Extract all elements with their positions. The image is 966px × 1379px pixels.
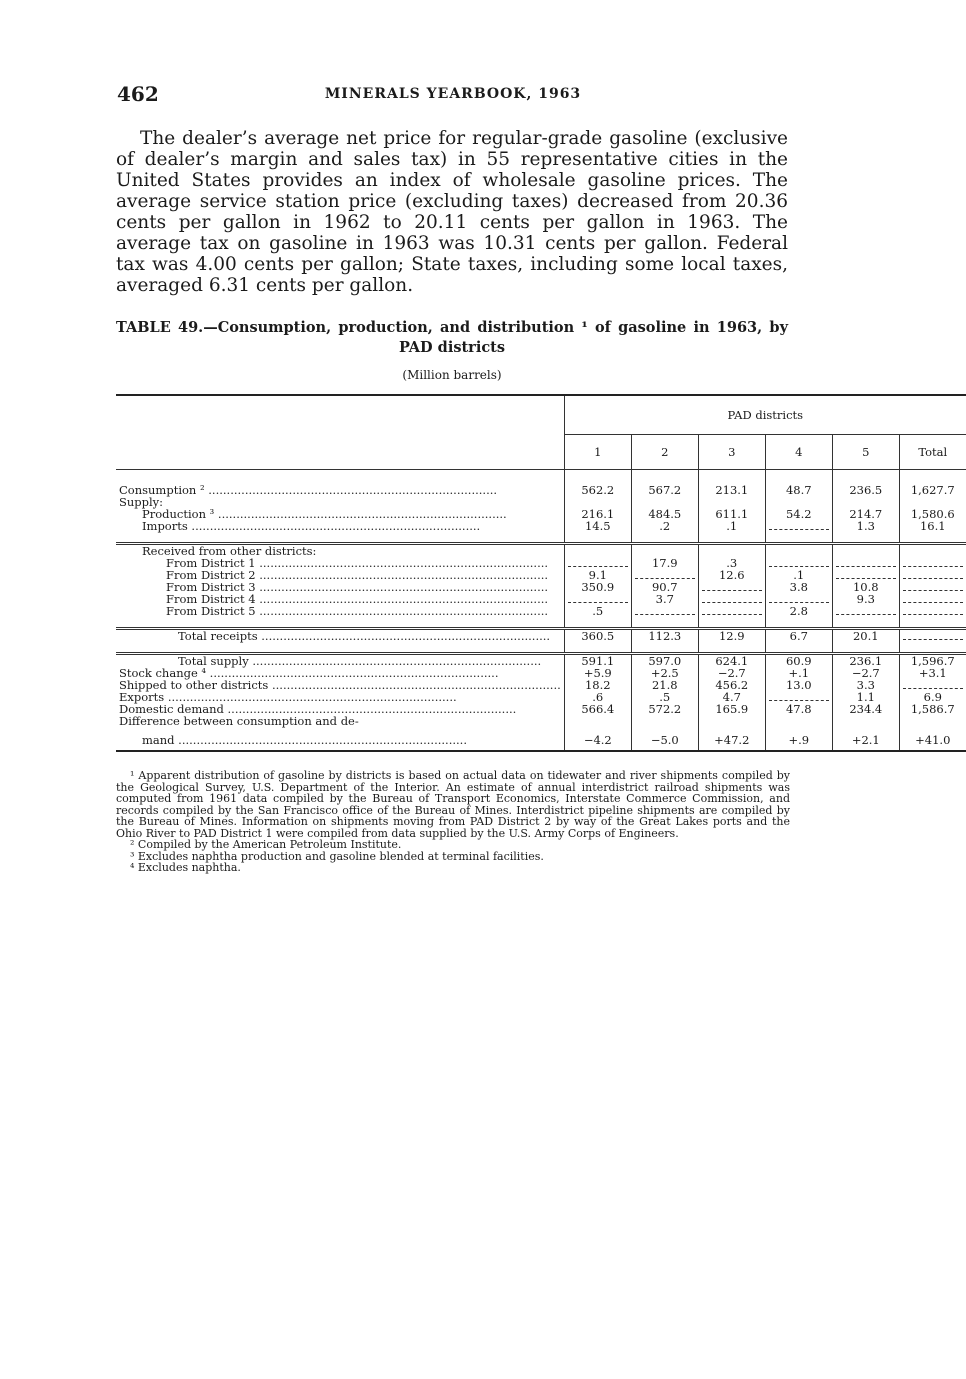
spacer-row [116,642,966,654]
row-label-text: From District 2 [166,567,256,582]
table-cell: 9.3 [832,593,899,605]
stub-header [116,395,564,470]
table-row [116,543,966,557]
body-paragraph: The dealer’s average net price for regular-grade gasoline (exclusive of dealer’s margin and sales tax) in 55 representative cities in the United States provides an index of wholesale gasoline prices. The average service station price (excluding taxes) decreased from 20.36 cents per gallon in 1962 to 20.11 cents per gallon in 1963. The average tax on gasoline in 1963 was 10.31 cents per gallon. Federal tax was 4.00 cents per gallon; State taxes, including some local taxes, averaged 6.31 cents per gallon. [116,128,788,296]
table-cell: −2.7 [832,667,899,679]
table-title-line1: TABLE 49.—Consumption, production, and distribution ¹ of gasoline in 1963, by [116,319,788,336]
col-header: Total [899,435,966,470]
table-cell [832,496,899,508]
empty-cell-dash [769,521,829,530]
table-cell [899,543,966,557]
table-cell: −2.7 [698,667,765,679]
empty-cell-dash [635,570,695,579]
col-header: 5 [832,435,899,470]
col-header: 2 [631,435,698,470]
row-label-text: Total supply [178,653,249,668]
table-cell [832,605,899,617]
leader-dots [256,604,548,618]
table-cell [698,496,765,508]
table-cell: 591.1 [564,653,631,667]
table-cell: 3.3 [832,679,899,691]
empty-cell-dash [903,582,963,591]
table-row [116,520,966,532]
table-cell: 6.7 [765,628,832,642]
table-cell: .2 [631,520,698,532]
table-cell [832,557,899,569]
table-cell [631,569,698,581]
row-label-text: Difference between consumption and de- [119,713,359,728]
table-cell: 216.1 [564,508,631,520]
table-cell: +5.9 [564,667,631,679]
table-cell: 350.9 [564,581,631,593]
table-cell [765,496,832,508]
table-cell: 3.8 [765,581,832,593]
table-cell: 17.9 [631,557,698,569]
row-label [116,628,564,642]
table-cell: .1 [765,569,832,581]
empty-cell-dash [903,631,963,640]
empty-cell-dash [903,570,963,579]
row-label-text: Production ³ [142,506,215,521]
table-cell: 4.7 [698,691,765,703]
col-header: 4 [765,435,832,470]
table-cell [899,557,966,569]
table-cell: .5 [564,605,631,617]
table-cell: 2.8 [765,605,832,617]
table-cell [765,691,832,703]
table-title [116,318,788,358]
table-cell [765,557,832,569]
table-cell: .3 [698,557,765,569]
gasoline-table [116,394,966,752]
table-cell: 484.5 [631,508,698,520]
table-cell: +2.5 [631,667,698,679]
table-cell [765,715,832,727]
row-label-text: Received from other districts: [142,543,317,558]
footnote: ¹ Apparent distribution of gasoline by districts is based on actual data on tidewater and river shipments compiled by the Geological Survey, U.S. Department of the Interior. An estimate of annual interdistrict railroad shipments was computed from 1961 data compiled by the Bureau of Transport Economics, Interstate Commerce Commission, and records compiled by the San Francisco office of the Bureau of Mines. Interdistrict pipeline shipments are compiled by the Bureau of Mines. Information on shipments moving from PAD District 2 by way of the Great Lakes ports and the Ohio River to PAD District 1 were compiled from data supplied by the U.S. Army Corps of Engineers. [116,769,790,840]
table-cell [698,593,765,605]
row-label-text: mand [142,732,175,747]
table-cell: 572.2 [631,703,698,715]
table-cell: 6.9 [899,691,966,703]
table-cell: 214.7 [832,508,899,520]
table-cell [564,715,631,727]
table-cell [698,581,765,593]
footnote: ⁴ Excludes naphtha. [130,861,241,874]
table-cell: 611.1 [698,508,765,520]
table-cell: .6 [564,691,631,703]
table-row [116,605,966,617]
table-cell [698,715,765,727]
row-label [116,715,564,727]
footnotes [116,770,790,874]
empty-cell-dash [836,570,896,579]
leader-dots [258,629,550,643]
table-cell: 562.2 [564,470,631,496]
table-row [116,715,966,727]
table-cell: +41.0 [899,727,966,751]
row-label [116,653,564,667]
table-cell: 360.5 [564,628,631,642]
empty-cell-dash [635,606,695,615]
table-units: (Million barrels) [402,368,502,382]
table-cell: .5 [631,691,698,703]
footnote: ² Compiled by the American Petroleum Institute. [130,838,402,851]
group-header: PAD districts [564,395,966,435]
table-cell: 1,586.7 [899,703,966,715]
col-header: 3 [698,435,765,470]
table-cell: 213.1 [698,470,765,496]
page-number: 462 [117,82,159,106]
page-header [117,82,789,108]
table-cell [899,593,966,605]
col-header: 1 [564,435,631,470]
row-label [116,543,564,557]
row-label-text: From District 1 [166,555,256,570]
empty-cell-dash [903,558,963,567]
table-cell: 236.5 [832,470,899,496]
row-label [116,470,564,496]
empty-cell-dash [903,680,963,689]
row-label-text: From District 4 [166,591,256,606]
table-cell: 9.1 [564,569,631,581]
table-cell [564,543,631,557]
empty-cell-dash [769,558,829,567]
table-cell: 13.0 [765,679,832,691]
table-cell: 236.1 [832,653,899,667]
table-cell: 456.2 [698,679,765,691]
table-cell [564,593,631,605]
table-row [116,727,966,751]
table-cell [765,593,832,605]
empty-cell-dash [836,606,896,615]
table-cell: −5.0 [631,727,698,751]
table-cell [832,715,899,727]
table-cell: 90.7 [631,581,698,593]
table-cell: 112.3 [631,628,698,642]
row-label-text: From District 3 [166,579,256,594]
table-title-line2: PAD districts [398,339,506,356]
row-label [116,727,564,751]
table-cell [832,543,899,557]
table-cell [564,496,631,508]
footnote: ³ Excludes naphtha production and gasoline blended at terminal facilities. [130,849,544,863]
table-cell: .1 [698,520,765,532]
empty-cell-dash [568,594,628,603]
table-cell [899,496,966,508]
table-cell: 566.4 [564,703,631,715]
table-cell: 1,627.7 [899,470,966,496]
empty-cell-dash [702,582,762,591]
table-cell: −4.2 [564,727,631,751]
table-cell: 21.8 [631,679,698,691]
table-cell [564,557,631,569]
table-cell: +2.1 [832,727,899,751]
table-cell [899,605,966,617]
table-row [116,628,966,642]
row-label-text: Consumption ² [119,482,205,497]
table-cell: 60.9 [765,653,832,667]
table-cell [832,569,899,581]
empty-cell-dash [702,606,762,615]
table-cell: 624.1 [698,653,765,667]
row-label-text: Stock change ⁴ [119,665,207,680]
table-cell [899,679,966,691]
table-cell: 1.1 [832,691,899,703]
table-cell: 567.2 [631,470,698,496]
table-cell: +.9 [765,727,832,751]
table-cell [631,715,698,727]
row-label-text: Imports [142,518,188,533]
table-cell: 3.7 [631,593,698,605]
table-cell: 12.9 [698,628,765,642]
table-cell [631,605,698,617]
empty-cell-dash [769,594,829,603]
empty-cell-dash [568,558,628,567]
running-title: MINERALS YEARBOOK, 1963 [324,86,582,102]
table-cell: 10.8 [832,581,899,593]
table-cell: 12.6 [698,569,765,581]
row-label [116,605,564,617]
leader-dots [205,483,497,497]
table-cell [765,520,832,532]
empty-cell-dash [702,594,762,603]
table-cell [765,543,832,557]
spacer-row [116,617,966,629]
table-cell: 234.4 [832,703,899,715]
table-cell [698,543,765,557]
table-cell: 48.7 [765,470,832,496]
table-row [116,653,966,667]
table-cell [899,569,966,581]
row-label-text: Total receipts [178,628,258,643]
empty-cell-dash [903,594,963,603]
table-cell: 165.9 [698,703,765,715]
table-cell: 14.5 [564,520,631,532]
table-cell: 20.1 [832,628,899,642]
row-label-text: Domestic demand [119,701,224,716]
table-cell: 54.2 [765,508,832,520]
table-cell: 1,596.7 [899,653,966,667]
table-cell: 18.2 [564,679,631,691]
row-label-text: Supply: [119,494,164,509]
table-cell: 1.3 [832,520,899,532]
leader-dots [175,733,467,747]
spacer-row [116,532,966,544]
table-cell [631,543,698,557]
table-cell [899,581,966,593]
empty-cell-dash [903,606,963,615]
empty-cell-dash [769,692,829,701]
table-cell [899,715,966,727]
table-cell: +3.1 [899,667,966,679]
table-cell [698,605,765,617]
table-cell: 47.8 [765,703,832,715]
row-label [116,520,564,532]
leader-dots [188,519,480,533]
table-cell: 1,580.6 [899,508,966,520]
table-row [116,470,966,496]
table-cell: +47.2 [698,727,765,751]
row-label-text: From District 5 [166,603,256,618]
table-cell [899,628,966,642]
row-label-text: Shipped to other districts [119,677,269,692]
empty-cell-dash [836,558,896,567]
table-cell: 597.0 [631,653,698,667]
table-cell: +.1 [765,667,832,679]
row-label-text: Exports [119,689,165,704]
table-cell: 16.1 [899,520,966,532]
table-cell [631,496,698,508]
